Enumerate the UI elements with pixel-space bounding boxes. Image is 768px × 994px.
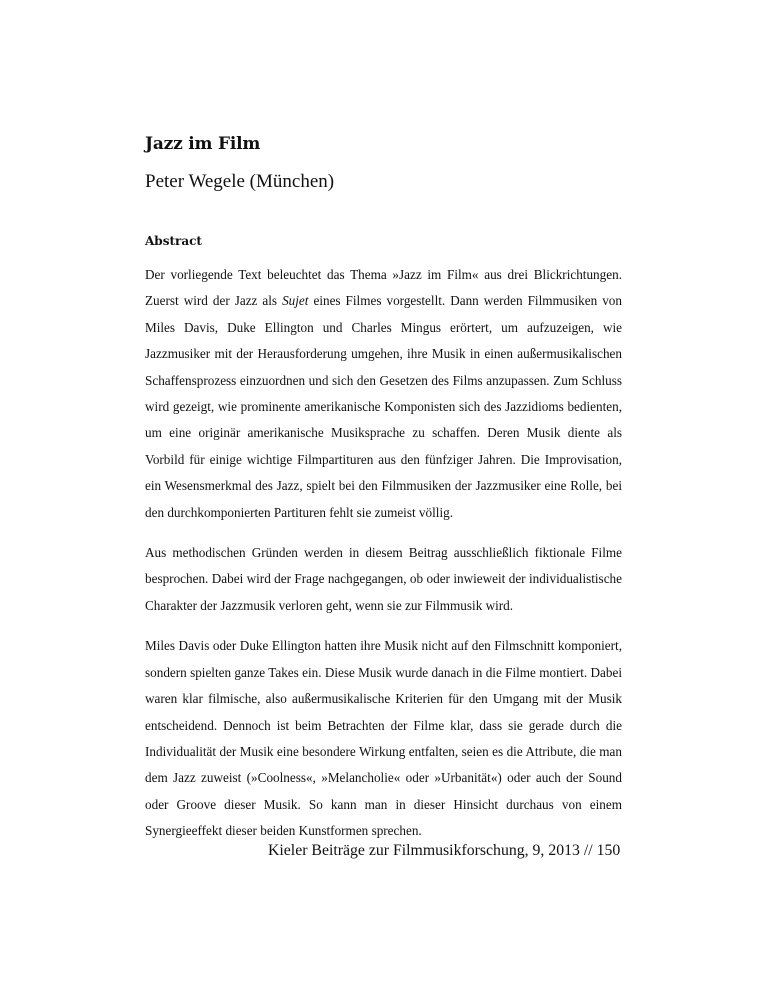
abstract-paragraph-1-part-b: eines Filmes vorgestellt. Dann werden Filmmusiken von Miles Davis, Duke Ellington und Charles Mingus erörtert, um aufzuzeigen, wie Jazzmusiker mit der Herausforderung umgehen, ihre Musik in einen außermusikalischen Schaffensprozess einzuordnen und sich den Gesetzen des Films anzupassen. Zum Schluss wird gezeigt, wie prominente amerikanische Komponisten sich des Jazzidioms bedienten, um eine originär amerikanische Musiksprache zu schaffen. Deren Musik diente als Vorbild für einige wichtige Filmpartituren aus den fünfziger Jahren. Die Improvisation, ein Wesensmerkmal des Jazz, spielt bei den Filmmusiken der Jazzmusiker eine Rolle, bei den durchkomponierten Partituren fehlt sie zumeist völlig.: [145, 293, 622, 520]
abstract-paragraph-3: Miles Davis oder Duke Ellington hatten ihre Musik nicht auf den Filmschnitt komponiert, sondern spielten ganze Takes ein. Diese Musik wurde danach in die Filme montiert. Dabei waren klar filmische, also außermusikalische Kriterien für den Umgang mit der Musik entscheidend. Dennoch ist beim Betrachten der Filme klar, dass sie gerade durch die Individualität der Musik eine besondere Wirkung entfalten, seien es die Attribute, die man dem Jazz zuweist (»Coolness«, »Melancholie« oder »Urbanität«) oder auch der Sound oder Groove dieser Musik. So kann man in dieser Hinsicht durchaus von einem Synergieeffekt dieser beiden Kunstformen sprechen.: [145, 638, 622, 839]
abstract-paragraph-1-part-a: Der vorliegende Text beleuchtet das Thema »Jazz im Film« aus drei Blickrichtungen. Zuerst wird der Jazz als: [145, 267, 622, 309]
abstract-heading: Abstract: [145, 234, 202, 248]
abstract-paragraph-1: [145, 262, 622, 526]
abstract-body: [145, 262, 622, 859]
abstract-paragraph-2: Aus methodischen Gründen werden in diesem Beitrag ausschließlich fiktionale Filme besprochen. Dabei wird der Frage nachgegangen, ob oder inwieweit der individualistische Charakter der Jazzmusik verloren geht, wenn sie zur Filmmusik wird.: [145, 545, 622, 613]
abstract-paragraph-1-emphasis: Sujet: [282, 293, 309, 309]
page-footer: Kieler Beiträge zur Filmmusikforschung, 9, 2013 // 150: [268, 842, 621, 859]
article-author: Peter Wegele (München): [145, 171, 335, 192]
article-title: Jazz im Film: [145, 134, 261, 154]
